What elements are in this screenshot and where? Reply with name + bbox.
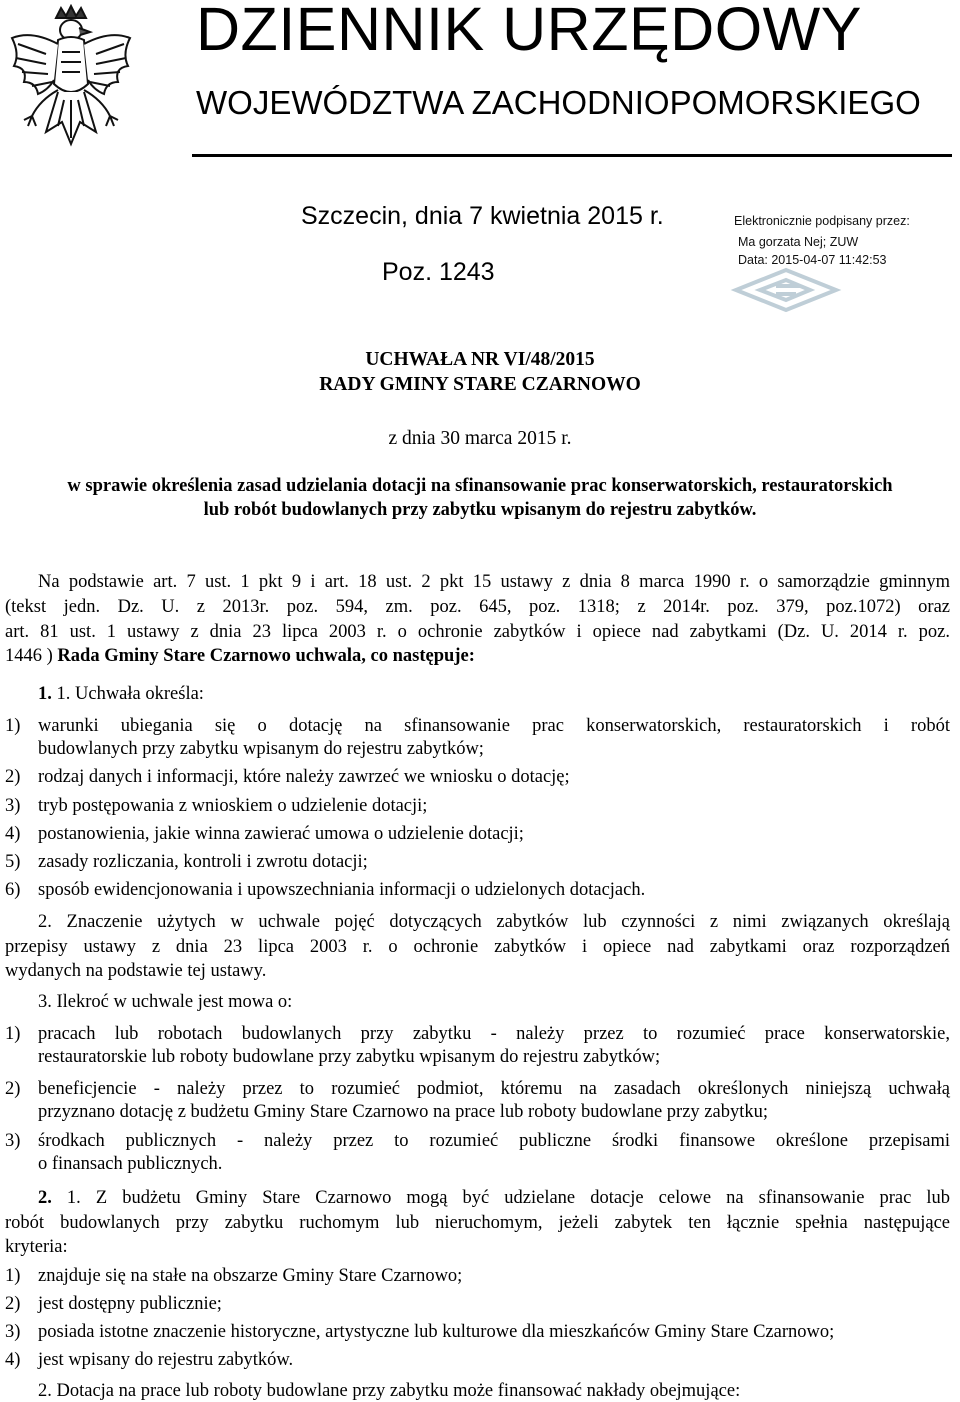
signature-label: Elektronicznie podpisany przez: — [734, 214, 910, 228]
item-num: 3) — [5, 796, 21, 816]
item-1-line1: warunki ubiegania się o dotację na sfinansowanie prac konserwatorskich, restauratorskich i robót — [38, 716, 950, 736]
def-3-line1: środkach publicznych - należy przez to rozumieć publiczne środki finansowe określone przepisami — [38, 1131, 950, 1151]
position-number: Poz. 1243 — [382, 258, 495, 286]
preamble-line4-bold: Rada Gminy Stare Czarnowo uchwala, co następuje: — [57, 646, 475, 666]
item-num: 6) — [5, 880, 21, 900]
def-num: 3) — [5, 1131, 21, 1151]
item-num: 4) — [5, 824, 21, 844]
preamble-line2: (tekst jedn. Dz. U. z 2013r. poz. 594, zm. poz. 645, poz. 1318; z 2014r. poz. 379, poz.1072) oraz — [5, 597, 950, 617]
journal-title: DZIENNIK URZĘDOWY — [196, 0, 862, 63]
criterion-num: 2) — [5, 1294, 21, 1314]
section1-marker: 1. — [38, 684, 52, 704]
item-num: 2) — [5, 767, 21, 787]
signature-signer: Ma gorzata Nej; ZUW — [738, 235, 859, 249]
section2-p1-line1 — [38, 1187, 950, 1209]
def-2-line1: beneficjencie - należy przez to rozumieć podmiot, któremu na zasadach określonych niniejszą uchwałą — [38, 1079, 950, 1099]
resolution-date: z dnia 30 marca 2015 r. — [388, 428, 572, 449]
section2-p1-line1-text: 1. Z budżetu Gminy Stare Czarnowo mogą być udzielane dotacje celowe na sfinansowanie prac lub — [51, 1188, 950, 1208]
def-num: 1) — [5, 1024, 21, 1044]
section1-p2-line1: 2. Znaczenie użytych w uchwale pojęć dotyczących zabytków lub czynności z nimi związanych określają — [38, 912, 950, 932]
section1-p2-line3: wydanych na podstawie tej ustawy. — [5, 961, 267, 981]
section2-p1-line2: robót budowlanych przy zabytku ruchomym lub nieruchomym, jeżeli zabytek ten łącznie spełnia następujące — [5, 1213, 950, 1233]
criterion-num: 3) — [5, 1322, 21, 1342]
section2-p1-line3: kryteria: — [5, 1237, 68, 1257]
def-1-line2: restauratorskie lub roboty budowlane przy zabytku wpisanym do rejestru zabytków; — [38, 1047, 661, 1067]
preamble-line3: art. 81 ust. 1 ustawy z dnia 23 lipca 2003 r. o ochronie zabytków i opiece nad zabytkami (Dz. U. 2014 r. poz. — [5, 622, 950, 642]
section1-p1-text: Uchwała określa: — [70, 684, 204, 704]
item-4: postanowienia, jakie winna zawierać umowa o udzielenie dotacji; — [38, 824, 524, 844]
def-3-line2: o finansach publicznych. — [38, 1154, 223, 1174]
item-2: rodzaj danych i informacji, które należy zawrzeć we wniosku o dotację; — [38, 767, 570, 787]
section1-p3-intro: 3. Ilekroć w uchwale jest mowa o: — [38, 992, 293, 1012]
section2-marker: 2. — [38, 1188, 52, 1208]
item-1-line2: budowlanych przy zabytku wpisanym do rejestru zabytków; — [38, 739, 484, 759]
criterion-4: jest wpisany do rejestru zabytków. — [38, 1350, 294, 1370]
preamble-line1: Na podstawie art. 7 ust. 1 pkt 9 i art. 18 ust. 2 pkt 15 ustawy z dnia 8 marca 1990 r. o samorządzie gminnym — [38, 572, 950, 592]
item-num: 1) — [5, 716, 21, 736]
preamble-line4-plain: 1446 ) — [5, 646, 58, 666]
coat-of-arms-eagle-icon — [6, 4, 136, 154]
section1-p2-line2: przepisy ustawy z dnia 23 lipca 2003 r. o ochronie zabytków i opiece nad zabytkami oraz rozporządzeń — [5, 937, 950, 957]
resolution-subject-line2: lub robót budowlanych przy zabytku wpisanym do rejestru zabytków. — [203, 500, 757, 520]
criterion-1: znajduje się na stałe na obszarze Gminy Stare Czarnowo; — [38, 1266, 463, 1286]
criterion-3: posiada istotne znaczenie historyczne, artystyczne lub kulturowe dla mieszkańców Gminy Stare Czarnowo; — [38, 1322, 835, 1342]
item-num: 5) — [5, 852, 21, 872]
def-num: 2) — [5, 1079, 21, 1099]
section1-p1-num: 1. — [56, 684, 71, 704]
signature-date: Data: 2015-04-07 11:42:53 — [738, 253, 887, 267]
resolution-title: UCHWAŁA NR VI/48/2015 — [365, 349, 595, 370]
def-1-line1: pracach lub robotach budowlanych przy zabytku - należy przez to rozumieć prace konserwatorskie, — [38, 1024, 950, 1044]
item-3: tryb postępowania z wnioskiem o udzielenie dotacji; — [38, 796, 428, 816]
resolution-issuer: RADY GMINY STARE CZARNOWO — [319, 374, 641, 395]
def-2-line2: przyznano dotację z budżetu Gminy Stare Czarnowo na prace lub roboty budowlane przy zabytku; — [38, 1102, 768, 1122]
header-divider — [192, 154, 952, 157]
place-date: Szczecin, dnia 7 kwietnia 2015 r. — [301, 202, 664, 230]
resolution-subject-line1: w sprawie określenia zasad udzielania dotacji na sfinansowanie prac konserwatorskich, restauratorskich — [67, 476, 893, 496]
criterion-num: 4) — [5, 1350, 21, 1370]
section2-p2: 2. Dotacja na prace lub roboty budowlane przy zabytku może finansować nakłady obejmujące: — [38, 1381, 741, 1401]
signature-stamp-icon — [730, 260, 842, 312]
section1-heading — [38, 683, 204, 705]
journal-subtitle: WOJEWÓDZTWA ZACHODNIOPOMORSKIEGO — [196, 84, 921, 121]
criterion-2: jest dostępny publicznie; — [38, 1294, 222, 1314]
item-6: sposób ewidencjonowania i upowszechniania informacji o udzielonych dotacjach. — [38, 880, 646, 900]
criterion-num: 1) — [5, 1266, 21, 1286]
preamble-line4 — [5, 645, 475, 667]
item-5: zasady rozliczania, kontroli i zwrotu dotacji; — [38, 852, 368, 872]
electronic-signature — [730, 212, 952, 307]
